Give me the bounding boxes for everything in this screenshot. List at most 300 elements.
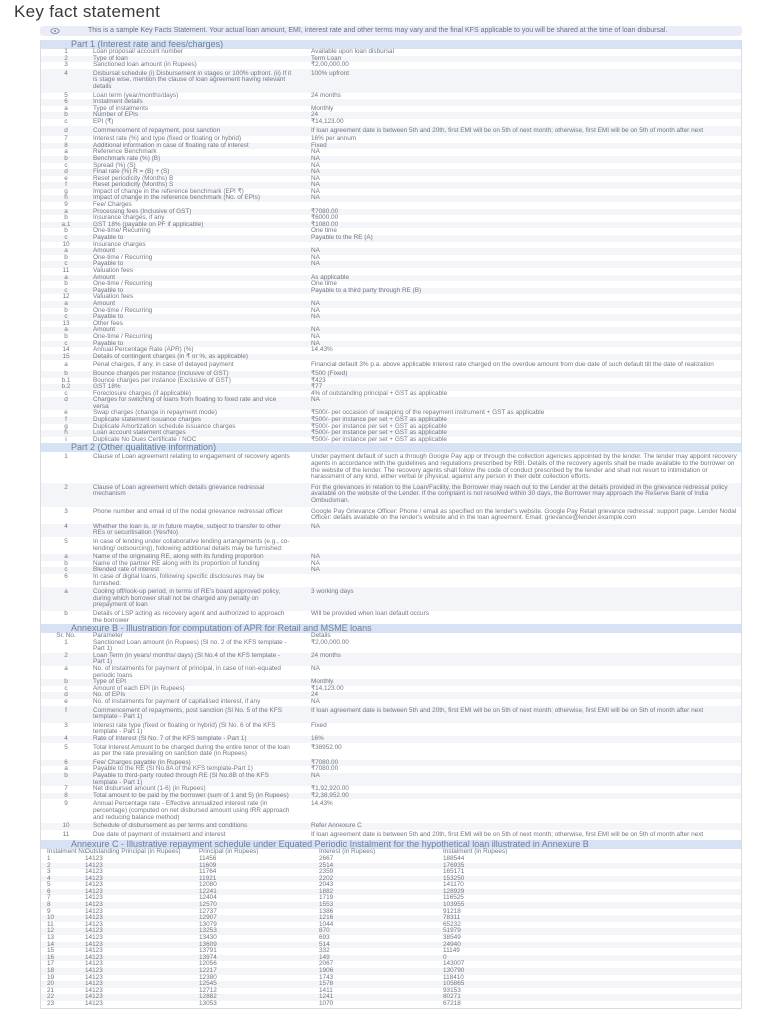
row-spacer [295,242,309,249]
row-value: NA [311,174,320,182]
row-parameter: Valuation fees [93,267,134,274]
instalment-cell: 67218 [443,999,461,1007]
row-parameter: Phone number and email id of the nodal grievance redressal officer [93,507,283,515]
row-number: e [64,409,68,417]
row-spacer [295,248,309,255]
row-spacer [295,126,309,137]
row-spacer [295,222,309,229]
row-spacer [295,195,309,202]
principal-cell: 13974 [197,955,317,962]
outstanding-principal-cell: 14123 [83,928,197,935]
interest-cell: 514 [317,942,441,949]
row-parameter: Reference Benchmark [93,148,157,156]
row-parameter: One-time / Recurring [93,280,153,288]
row-parameter: Payable to [91,261,295,268]
principal-cell: 12241 [197,889,317,896]
row-spacer [295,255,309,262]
table-row [41,334,741,341]
row-spacer [295,587,309,611]
row-value: 14.43% [311,800,333,808]
row-value: Term Loan [309,56,741,63]
row-parameter: Blended rate of interest [91,567,295,574]
row-spacer [295,574,309,587]
row-number: b [64,214,68,222]
row-value [309,99,741,106]
row-number: 11 [62,267,70,274]
table-row [41,574,741,587]
interest-cell: 870 [317,928,441,935]
repayment-row [41,975,741,982]
row-spacer [295,56,309,63]
interest-cell: 1882 [317,889,441,896]
row-number: f [41,417,91,424]
row-number: 10 [41,823,91,830]
row-value: NA [311,698,320,706]
interest-cell: 2067 [319,960,334,968]
row-number: g [64,422,68,430]
repayment-row [41,863,741,870]
row-value: 24 [309,112,741,119]
outstanding-principal-cell: 14123 [83,889,197,896]
row-number: 15 [41,354,91,361]
sample-notice-banner [40,26,742,36]
outstanding-principal-cell: 14123 [85,881,103,889]
row-parameter: Annual Percentage rate - Effective annualized interest rate (in percentage) (computed on net disbursed amount using IRR approach and reducing balance method) [93,800,290,821]
row-parameter: Bounce charges per instance (Exclusive of GST) [93,376,231,384]
row-parameter: Foreclosure charges (if applicable) [93,389,192,397]
row-number: c [41,314,91,321]
row-parameter: Fee/ Charges payable (in Rupees) [91,760,295,767]
instalment-no-cell: 2 [41,863,83,870]
row-spacer [295,371,309,378]
row-number: b [41,371,91,378]
row-number: a [41,209,91,216]
row-value: NA [311,306,320,314]
row-number: a [41,275,91,282]
outstanding-principal-cell: 14123 [85,894,103,902]
table-row [41,288,741,295]
row-number: a [64,148,68,156]
row-parameter: Benchmark rate (%) (B) [91,156,295,163]
outstanding-principal-cell: 14123 [85,854,103,862]
interest-cell: 1070 [319,999,334,1007]
row-value: ₹1080.00 [309,222,741,229]
row-spacer [295,823,309,830]
row-value: 14.43% [311,346,333,354]
row-number: 3 [64,61,68,69]
row-value: NA [311,148,320,156]
row-parameter: Amount [91,248,295,255]
row-value: For the grievances in relation to the Loan/Facility, the Borrower may reach out to the Lender at the details provided in the grievance redressal policy available on the website of the Lender. If the complaint is not resolved within 30 days, the Borrower may approach the Reserve Bank of India Ombudsman. [309,483,741,507]
row-parameter: Type of loan [91,56,295,63]
row-spacer [295,119,309,126]
repayment-row [41,876,741,883]
interest-cell: 2359 [319,868,334,876]
row-spacer [295,228,309,235]
principal-cell: 13253 [197,928,317,935]
principal-cell: 13791 [199,947,217,955]
row-value: NA [311,187,320,195]
row-number: f [41,182,91,189]
row-parameter: Payable to the RE (Sl No.8A of the KFS template-Part 1) [93,765,253,773]
row-number: c [41,567,91,574]
instalment-cell: 24940 [441,942,741,949]
repayment-row [41,915,741,922]
row-parameter: One-time / Recurring [93,306,153,314]
row-spacer [295,410,309,417]
row-spacer [295,686,309,693]
row-spacer [295,384,309,391]
row-number: a [41,301,91,308]
interest-cell: 1578 [317,981,441,988]
interest-cell: 2667 [319,854,334,862]
row-value: NA [309,169,741,176]
row-spacer [295,706,309,723]
row-spacer [295,347,309,354]
row-spacer [295,391,309,398]
principal-cell: 13430 [199,934,217,942]
table-row [41,106,741,113]
row-parameter: Impact of change in the reference benchmark (No. of EPIs) [91,195,295,202]
row-parameter: Penal charges, if any, in case of delayed payment [93,361,234,369]
row-number: 11 [62,830,70,838]
info-icon [50,27,60,35]
outstanding-principal-cell: 14123 [85,868,103,876]
principal-cell: 12545 [197,981,317,988]
instalment-cell: 128929 [441,889,741,896]
parameter-header: Parameter [93,632,123,640]
row-parameter: One-time / Recurring [93,253,153,261]
table-row [41,261,741,268]
row-value: Refer Annexure C [309,823,741,830]
instalment-no-cell: 21 [47,986,55,994]
row-spacer [295,321,309,328]
row-spacer [295,106,309,113]
row-value [309,321,741,328]
row-value [309,537,741,554]
row-value: NA [311,559,320,567]
row-spacer [295,99,309,106]
row-number: 1 [64,638,68,646]
repayment-row [41,961,741,968]
instalment-cell: 65232 [443,920,461,928]
row-parameter: One-time/ Recurring [93,227,151,235]
row-number: 6 [41,760,91,767]
row-parameter: Sanctioned loan amount (in Rupees) [93,61,197,69]
row-value: ₹77 [309,384,741,391]
row-spacer [295,189,309,196]
row-parameter: Amount [91,275,295,282]
interest-cell: 1411 [319,986,333,994]
row-value: Financial default 3% p.a. above applicable interest rate charged on the overdue amount from due date of such default till the date of realization [311,361,714,369]
row-number: i [65,435,67,443]
outstanding-principal-cell: 14123 [83,968,197,975]
row-value: ₹500 (Fixed) [309,371,741,378]
table-row [41,112,741,119]
row-spacer [295,202,309,209]
row-number: b [41,773,91,786]
instalment-cell: 105865 [441,981,741,988]
outstanding-principal-cell: 14123 [85,920,103,928]
row-spacer [295,640,309,653]
table-row [41,62,741,69]
row-value [309,202,741,209]
row-value: ₹14,123.00 [311,117,344,125]
row-number: a [64,361,68,369]
interest-cell: 332 [319,947,330,955]
interest-cell: 2043 [319,881,334,889]
row-spacer [295,209,309,216]
outstanding-principal-cell: 14123 [83,955,197,962]
row-spacer [295,327,309,334]
row-value: NA [309,156,741,163]
row-spacer [295,281,309,288]
row-number: 3 [64,721,68,729]
outstanding-principal-cell: 14123 [83,863,197,870]
row-parameter: Duplicate statement issuance charges [91,417,295,424]
row-parameter: Spread (%) (S) [93,161,136,169]
row-parameter: Bounce charges per instance (Inclusive of GST) [91,371,295,378]
row-parameter: Sanctioned Loan amount (in Rupees) (Sl no. 2 of the KFS template - Part 1) [93,638,287,653]
row-number: 8 [41,793,91,800]
row-parameter: Loan term (year/months/days) [93,91,179,99]
interest-cell: 149 [317,955,441,962]
row-spacer [295,760,309,767]
row-spacer [295,554,309,561]
row-value: NA [309,195,741,202]
row-number: 2 [41,653,91,666]
outstanding-principal-cell: 14123 [83,942,197,949]
principal-cell: 12907 [197,915,317,922]
repayment-row [41,882,741,889]
row-parameter: Number of EPIs [91,112,295,119]
row-value: ₹500/- per instance per set + GST as applicable [309,417,741,424]
row-spacer [295,773,309,786]
instalment-no-cell: 9 [47,907,51,915]
row-number: b [64,280,68,288]
principal-cell: 12570 [197,902,317,909]
interest-cell: 1743 [319,973,334,981]
row-value: Payable to a third party through RE (B) [309,288,741,295]
row-spacer [295,766,309,773]
row-value: If loan agreement date is between 5th and 20th, first EMI will be on 5th of next month; otherwise, first EMI will be on 5th of month after next [309,126,741,137]
row-number: 5 [64,743,68,751]
row-parameter: Net disbursed amount (1-6) (in Rupees) [93,785,206,793]
row-spacer [295,537,309,554]
interest-cell: 2514 [317,863,441,870]
outstanding-principal-cell: 14123 [83,876,197,883]
row-spacer [295,397,309,410]
row-spacer [295,430,309,437]
principal-cell: 12080 [199,881,217,889]
row-number: c [41,288,91,295]
table-row [41,507,741,524]
row-value [309,242,741,249]
table-row [41,743,741,760]
repayment-row [41,955,741,962]
principal-cell: 12217 [197,968,317,975]
col-principal: Principal (in Rupees) [199,848,259,856]
row-value: Fixed [311,721,327,729]
row-spacer [295,567,309,574]
row-parameter: Valuation fees [93,293,134,301]
row-value: NA [309,248,741,255]
interest-cell: 2202 [317,876,441,883]
row-spacer [295,176,309,183]
instalment-no-cell: 17 [47,960,55,968]
row-parameter: Clause of Loan agreement which details grievance redressal mechanism [91,483,295,507]
table-row [41,706,741,723]
row-parameter: One-time / Recurring [93,332,153,340]
row-value: NA [309,397,741,410]
table-row [41,268,741,275]
row-number: b [41,156,91,163]
row-parameter: Duplicate Amortization schedule issuance charges [93,422,236,430]
principal-cell: 13079 [199,920,217,928]
table-row [41,483,741,507]
row-value: ₹500/- per instance per set + GST as applicable [311,435,447,443]
table-row [41,699,741,706]
row-parameter: Schedule of disbursement as per terms and conditions [91,823,295,830]
row-parameter: Type of EPI [91,679,295,686]
row-spacer [295,112,309,119]
row-parameter: Insurance charges, if any [93,214,165,222]
row-number: 5 [64,537,68,545]
row-spacer [295,275,309,282]
row-spacer [295,288,309,295]
row-parameter: Cooling off/look-up period, in terms of RE's board approved policy, during which borrower shall not be charged any penalty on prepayment of loan [91,587,295,611]
instalment-cell: 103955 [441,902,741,909]
instalment-no-cell: 3 [47,868,51,876]
row-parameter: Name of the partner RE along with its proportion of funding [93,559,260,567]
table-row [41,354,741,361]
instalment-no-cell: 1 [47,854,51,862]
row-parameter: In case of lending under collaborative lending arrangements (e.g., co-lending/ outsourcing), following additional details may be furnished: [93,537,290,552]
row-parameter: Reset periodicity (Months) S [91,182,295,189]
row-number: c [64,389,68,397]
row-parameter: Payable to [91,314,295,321]
principal-cell: 11921 [197,876,317,883]
table-row [41,69,741,93]
row-parameter: Swap charges (change in repayment mode) [93,409,217,417]
interest-cell: 1241 [317,994,441,1001]
row-value: NA [309,261,741,268]
row-spacer [295,341,309,348]
row-parameter: Clause of Loan agreement relating to engagement of recovery agents [93,453,290,461]
row-number: c [41,261,91,268]
row-spacer [295,417,309,424]
row-number: 2 [41,56,91,63]
row-value: 16% per annum [311,135,357,143]
row-number: g [64,187,68,195]
instalment-no-cell: 20 [41,981,83,988]
outstanding-principal-cell: 14123 [85,999,103,1007]
row-parameter: Instalment details [91,99,295,106]
row-spacer [295,136,309,143]
row-value: ₹2,38,952.00 [309,793,741,800]
row-number: b [64,609,68,617]
table-row [41,666,741,679]
row-value: Monthly [311,104,334,112]
row-spacer [295,156,309,163]
row-parameter: Total Interest Amount to be charged during the entire tenor of the loan as per the rate prevailing on sanction date (in Rupees) [93,743,290,758]
row-number: a [41,327,91,334]
row-parameter: Additional information in case of floating rate of interest [91,143,295,150]
repayment-row [41,935,741,942]
row-spacer [295,561,309,568]
repayment-row [41,1001,741,1008]
table-row [41,793,741,800]
repayment-row [41,902,741,909]
row-parameter: EPI (₹) [93,117,114,125]
row-value: 24 [309,692,741,699]
row-spacer [295,736,309,743]
instalment-no-cell: 8 [41,902,83,909]
row-value: ₹423 [311,376,326,384]
row-number: 7 [64,785,68,793]
row-spacer [295,424,309,431]
row-spacer [295,69,309,93]
row-parameter: Amount of each EPI (in Rupees) [93,684,185,692]
table-row [41,587,741,611]
row-spacer [295,62,309,69]
repayment-row [41,988,741,995]
interest-cell: 1553 [317,902,441,909]
table-row [41,314,741,321]
instalment-no-cell: 11 [47,920,54,928]
instalment-cell: 80271 [441,994,741,1001]
row-value: NA [311,332,320,340]
row-value: 4% of outstanding principal + GST as applicable [311,389,448,397]
principal-cell: 12737 [199,907,217,915]
instalment-cell: 176935 [441,863,741,870]
row-parameter: Payable to [91,235,295,242]
row-parameter: Whether the loan is, or in future maybe, subject to transfer to other REs or securitisation (Yes/No) [91,524,295,537]
row-value: ₹7080.00 [309,209,741,216]
row-parameter: Amount [91,301,295,308]
row-number: 3 [64,507,68,515]
repayment-row [41,909,741,916]
row-spacer [295,743,309,760]
row-number: 13 [62,319,70,327]
row-spacer [295,354,309,361]
row-value: ₹6000.00 [311,214,339,222]
row-number: h [41,430,91,437]
row-number: 5 [64,91,68,99]
row-value [309,574,741,587]
row-parameter: Details of LSP acting as recovery agent and authorized to approach the borrower [93,609,285,624]
row-value: NA [311,253,320,261]
row-value: NA [309,524,741,537]
sr-no-header: Sr. No. [56,632,76,640]
annexure-c-heading: Annexure C - Illustrative repayment schedule under Equated Periodic Instalment for the hypothetical loan illustrated in Annexure B [41,840,741,849]
table-row [41,235,741,242]
repayment-row [41,942,741,949]
instalment-cell: 93153 [443,986,461,994]
row-number: 1 [64,453,68,461]
row-number: 4 [41,736,91,743]
row-value: Payable to the RE (A) [309,235,741,242]
outstanding-principal-cell: 14123 [85,947,103,955]
table-row [41,378,741,385]
interest-cell: 1386 [319,907,334,915]
row-spacer [295,692,309,699]
row-parameter: Interest rate (%) and type (fixed or floating or hybrid) [93,135,242,143]
row-value: 24 months [311,91,341,99]
table-row [41,93,741,100]
table-row [41,195,741,202]
row-value: One time [311,227,337,235]
